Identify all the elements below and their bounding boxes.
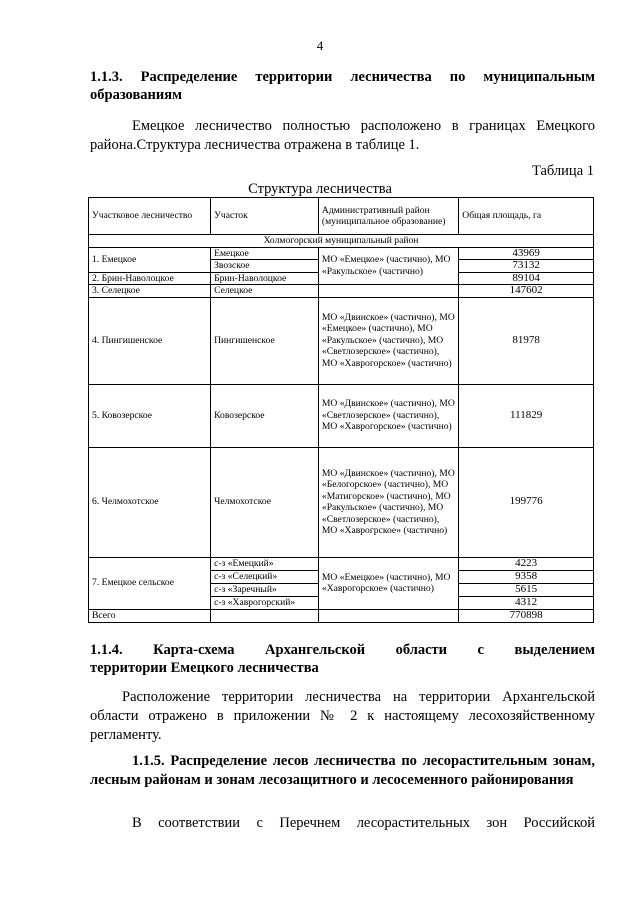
section-cell: Емецкое [211,247,319,260]
section-cell: Звозское [211,260,319,273]
municipality-cell: МО «Двинское» (частично), МО «Светлозерское» (частично), МО «Хаврогорское» (частично) [318,384,458,447]
table-row [89,285,594,298]
district-cell: Холмогорский муниципальный район [89,235,594,248]
section-1-1-5-heading: 1.1.5. Распределение лесов лесничества по лесорастительным зонам, лесным районам и зонам лесозащитного и лесосеменного районирования [90,753,595,788]
area-cell: 199776 [459,447,594,557]
municipality-cell [318,285,458,298]
section-cell: Брин-Наволоцкое [211,272,319,285]
total-label-cell: Всего [89,609,211,622]
section-1-1-4-paragraph: Расположение территории лесничества на территории Архангельской области отражено в приложении № 2 к настоящему лесохозяйственному регламенту. [90,689,595,743]
table-caption: Таблица 1 [531,163,594,179]
section-cell: с-з «Заречный» [211,583,319,596]
total-area-cell: 770898 [459,609,594,622]
forestry-name-cell: 6. Челмохотское [89,447,211,557]
area-cell: 81978 [459,297,594,384]
table-header-row [89,198,594,235]
area-cell: 89104 [459,272,594,285]
table-row [89,247,594,260]
empty-cell [211,609,319,622]
table-row [89,557,594,570]
table-row [89,384,594,447]
area-cell: 9358 [459,570,594,583]
forestry-structure-table [88,197,594,623]
forestry-name-cell: 2. Брин-Наволоцкое [89,272,211,285]
area-cell: 5615 [459,583,594,596]
area-cell: 43969 [459,247,594,260]
area-cell: 4312 [459,596,594,609]
municipality-cell: МО «Емецкое» (частично), МО «Хаврогорское» (частично) [318,557,458,609]
header-cell: Участковое лесничество [89,198,211,235]
district-row [89,235,594,248]
area-cell: 4223 [459,557,594,570]
section-1-1-3-heading-line1: 1.1.3. Распределение территории лесничества по муниципальным [90,69,595,85]
section-cell: Пингишенское [211,297,319,384]
section-cell: с-з «Емецкий» [211,557,319,570]
forestry-name-cell: 7. Емецкое сельское [89,557,211,609]
table-row [89,297,594,384]
header-cell: Участок [211,198,319,235]
area-cell: 111829 [459,384,594,447]
section-cell: с-з «Селецкий» [211,570,319,583]
section-cell: Селецкое [211,285,319,298]
area-cell: 147602 [459,285,594,298]
total-row [89,609,594,622]
page-number: 4 [316,38,324,53]
header-cell: Общая площадь, га [459,198,594,235]
section-cell: с-з «Хаврогорский» [211,596,319,609]
header-cell: Административный район (муниципальное образование) [318,198,458,235]
section-cell: Челмохотское [211,447,319,557]
section-1-1-3-heading-line2: образованиям [90,87,182,103]
municipality-cell: МО «Двинское» (частично), МО «Емецкое» (частично), МО «Ракульское» (частично), МО «Светлозерское» (частично), МО «Хаврогорское» (частично) [318,297,458,384]
empty-cell [318,609,458,622]
forestry-name-cell: 3. Селецкое [89,285,211,298]
table-row [89,447,594,557]
municipality-cell: МО «Двинское» (частично), МО «Белогорское» (частично), МО «Матигорское» (частично), МО «Ракульское» (частично), МО «Светлозерское» (частично), МО «Хаврогрское» (частично) [318,447,458,557]
municipality-cell: МО «Емецкое» (частично), МО «Ракульское» (частично) [318,247,458,285]
forestry-name-cell: 5. Ковозерское [89,384,211,447]
forestry-name-cell: 4. Пингишенское [89,297,211,384]
forestry-name-cell: 1. Емецкое [89,247,211,272]
table-title: Структура лесничества [248,181,392,197]
section-1-1-5-paragraph: В соответствии с Перечнем лесорастительных зон Российской [132,815,595,831]
section-1-1-4-heading: 1.1.4. Карта-схема Архангельской области с выделением [90,642,595,658]
section-cell: Ковозерское [211,384,319,447]
section-1-1-4-heading-line2: территории Емецкого лесничества [90,660,319,676]
section-1-1-3-paragraph: Емецкое лесничество полностью расположено в границах Емецкого района.Структура лесничества отражена в таблице 1. [90,118,595,153]
area-cell: 73132 [459,260,594,273]
